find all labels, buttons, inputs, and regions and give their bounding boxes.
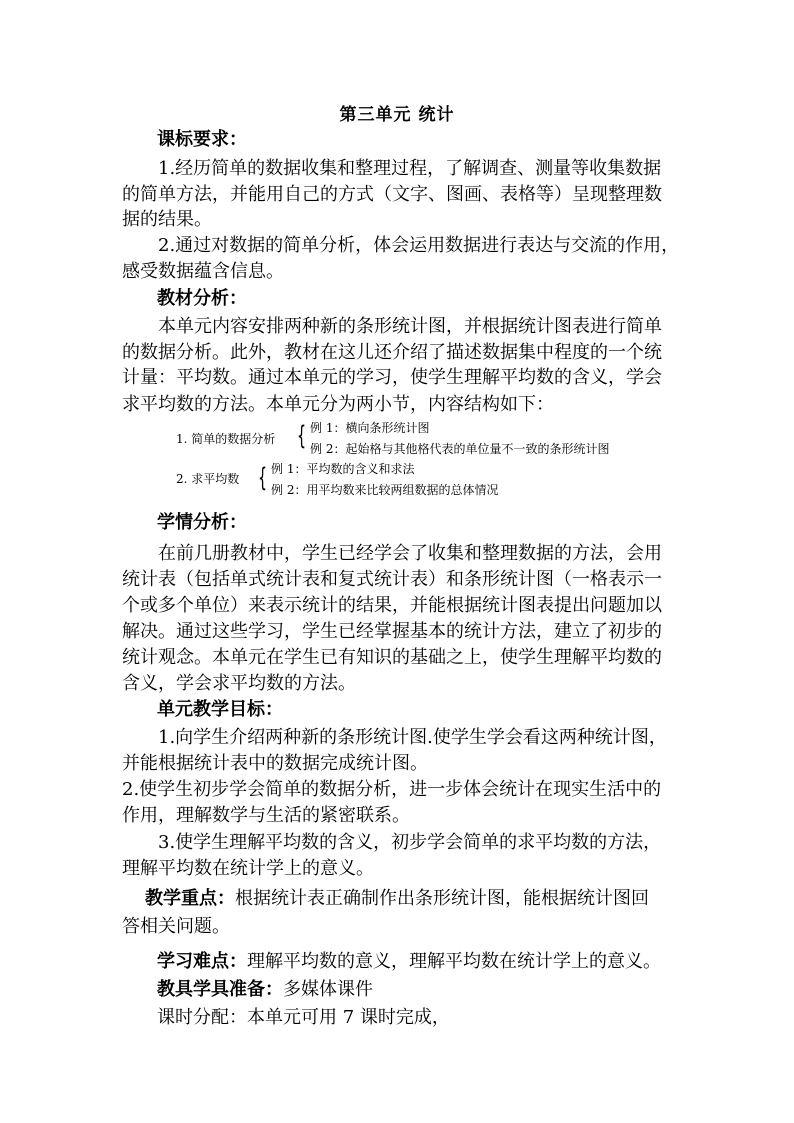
textbook-line4: 求平均数的方法。本单元分为两小节，内容结构如下： <box>122 394 554 415</box>
students-line3: 个或多个单位）来表示统计的结果，并能根据统计图表提出问题加以 <box>122 595 662 616</box>
keypoint-text: 根据统计表正确制作出条形统计图，能根据统计图回 <box>235 888 649 909</box>
difficulty-label: 学习难点： <box>157 951 247 972</box>
keypoint-line2: 答相关问题。 <box>122 916 230 937</box>
brace-1: { <box>297 421 307 451</box>
tools-line <box>157 977 373 1003</box>
textbook-heading: 教材分析： <box>157 288 247 309</box>
textbook-line1: 本单元内容安排两种新的条形统计图，并根据统计图表进行简单 <box>158 316 662 337</box>
students-line4: 解决。通过这些学习，学生已经掌握基本的统计方法，建立了初步的 <box>122 621 662 642</box>
page-title: 第三单元 统计 <box>339 105 455 125</box>
brace-2: { <box>258 463 268 493</box>
goals-line5: 3.使学生理解平均数的含义，初步学会简单的求平均数的方法， <box>158 832 662 853</box>
difficulty-line <box>157 949 661 975</box>
goals-heading: 单元教学目标： <box>157 699 283 720</box>
structure-2-example-2: 例 2：用平均数来比较两组数据的总体情况 <box>271 483 499 497</box>
curriculum-heading: 课标要求： <box>157 129 247 150</box>
tools-label: 教具学具准备： <box>157 979 283 1000</box>
schedule-line: 课时分配：本单元可用 7 课时完成， <box>157 1007 450 1028</box>
keypoint-line1 <box>145 886 649 912</box>
difficulty-text: 理解平均数的意义，理解平均数在统计学上的意义。 <box>247 951 661 972</box>
structure-2-example-1: 例 1：平均数的含义和求法 <box>271 462 415 476</box>
curriculum-p1-line3: 据的结果。 <box>122 209 212 230</box>
students-line1: 在前几册教材中，学生已经学会了收集和整理数据的方法，会用 <box>158 543 662 564</box>
structure-1-example-2: 例 2：起始格与其他格代表的单位量不一致的条形统计图 <box>310 442 610 456</box>
goals-line2: 并能根据统计表中的数据完成统计图。 <box>122 753 428 774</box>
goals-line4: 作用，理解数学与生活的紧密联系。 <box>122 805 410 826</box>
students-line5: 统计观念。本单元在学生已有知识的基础之上，使学生理解平均数的 <box>122 647 662 668</box>
curriculum-p2-line2: 感受数据蕴含信息。 <box>122 261 284 282</box>
goals-line1: 1.向学生介绍两种新的条形统计图.使学生学会看这两种统计图， <box>158 727 667 748</box>
students-line6: 含义，学会求平均数的方法。 <box>122 673 356 694</box>
students-line2: 统计表（包括单式统计表和复式统计表）和条形统计图（一格表示一 <box>122 569 662 590</box>
curriculum-p1-line1: 1.经历简单的数据收集和整理过程，了解调查、测量等收集数据 <box>158 158 662 179</box>
textbook-line2: 的数据分析。此外，教材在这儿还介绍了描述数据集中程度的一个统 <box>122 342 662 363</box>
keypoint-label: 教学重点： <box>145 888 235 909</box>
textbook-line3: 计量：平均数。通过本单元的学习，使学生理解平均数的含义，学会 <box>122 367 662 388</box>
students-heading: 学情分析： <box>157 512 247 533</box>
tools-text: 多媒体课件 <box>283 979 373 1000</box>
goals-line6: 理解平均数在统计学上的意义。 <box>122 858 374 879</box>
curriculum-p2-line1: 2.通过对数据的简单分析，体会运用数据进行表达与交流的作用， <box>158 235 680 256</box>
structure-label-1: 1. 简单的数据分析 <box>176 432 276 446</box>
structure-label-2: 2. 求平均数 <box>176 472 240 486</box>
goals-line3: 2.使学生初步学会简单的数据分析，进一步体会统计在现实生活中的 <box>122 779 662 800</box>
curriculum-p1-line2: 的简单方法，并能用自己的方式（文字、图画、表格等）呈现整理数 <box>122 184 662 205</box>
structure-1-example-1: 例 1：横向条形统计图 <box>310 421 430 435</box>
